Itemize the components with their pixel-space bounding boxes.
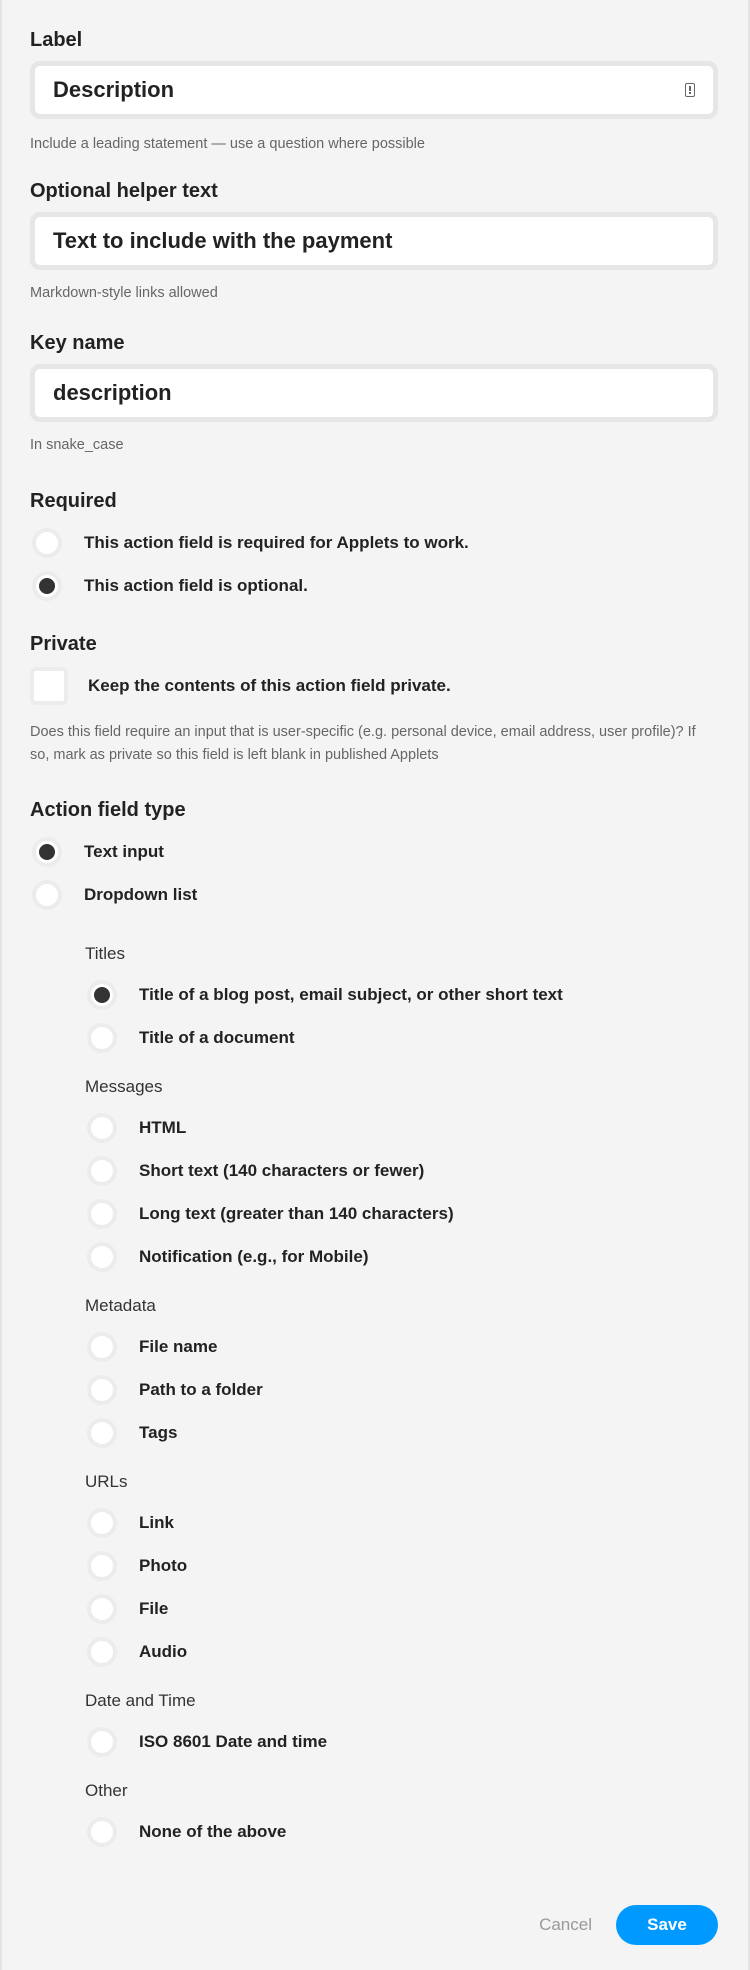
- group-titles: [85, 942, 718, 1059]
- optional-radio[interactable]: [32, 571, 62, 601]
- field-type-title: Action field type: [30, 799, 186, 821]
- text-type-label: File name: [139, 1336, 218, 1356]
- text-type-option[interactable]: [85, 1810, 718, 1853]
- text-type-radio[interactable]: [87, 1332, 117, 1362]
- text-type-label: Tags: [139, 1422, 178, 1442]
- cancel-button[interactable]: Cancel: [539, 1915, 592, 1934]
- required-option-required[interactable]: [30, 521, 718, 564]
- dropdown-list-radio[interactable]: [32, 880, 62, 910]
- helper-text-hint: Markdown-style links allowed: [30, 285, 218, 301]
- text-type-label: Path to a folder: [139, 1379, 263, 1399]
- helper-text-input[interactable]: [30, 212, 718, 270]
- required-option-optional[interactable]: [30, 564, 718, 607]
- text-type-option[interactable]: [85, 1325, 718, 1368]
- text-type-option[interactable]: [85, 973, 718, 1016]
- group-urls: [85, 1470, 718, 1673]
- label-hint: Include a leading statement — use a question where possible: [30, 136, 425, 152]
- save-button[interactable]: Save: [616, 1905, 718, 1945]
- label-input-value: Description: [53, 77, 175, 102]
- text-type-option[interactable]: [85, 1720, 718, 1763]
- text-type-radio[interactable]: [87, 980, 117, 1010]
- password-manager-icon[interactable]: [685, 83, 695, 97]
- text-type-option[interactable]: [85, 1587, 718, 1630]
- group-metadata: [85, 1294, 718, 1454]
- private-checkbox-label: Keep the contents of this action field private.: [88, 676, 451, 695]
- text-type-option[interactable]: [85, 1192, 718, 1235]
- group-title: Titles: [85, 944, 125, 963]
- form-footer: [539, 1905, 718, 1945]
- group-other: [85, 1779, 718, 1853]
- helper-text-title: Optional helper text: [30, 180, 218, 202]
- text-type-label: Title of a document: [139, 1027, 295, 1047]
- text-type-option[interactable]: [85, 1235, 718, 1278]
- text-type-radio[interactable]: [87, 1156, 117, 1186]
- text-type-radio[interactable]: [87, 1242, 117, 1272]
- private-checkbox-row[interactable]: [30, 661, 718, 711]
- group-title: URLs: [85, 1472, 128, 1491]
- text-type-option[interactable]: [85, 1544, 718, 1587]
- text-type-option[interactable]: [85, 1630, 718, 1673]
- key-name-section: [30, 330, 718, 457]
- group-title: Messages: [85, 1077, 163, 1096]
- text-type-radio[interactable]: [87, 1375, 117, 1405]
- label-title: Label: [30, 29, 83, 51]
- text-type-option[interactable]: [85, 1106, 718, 1149]
- private-title: Private: [30, 633, 97, 655]
- text-type-radio[interactable]: [87, 1113, 117, 1143]
- key-name-input[interactable]: [30, 364, 718, 422]
- text-input-radio[interactable]: [32, 837, 62, 867]
- text-type-label: Notification (e.g., for Mobile): [139, 1246, 369, 1266]
- text-type-option[interactable]: [85, 1016, 718, 1059]
- text-type-label: Photo: [139, 1555, 188, 1575]
- text-type-radio[interactable]: [87, 1594, 117, 1624]
- text-type-label: Link: [139, 1512, 174, 1532]
- label-section: [30, 0, 718, 156]
- required-section: [30, 488, 718, 607]
- field-type-dropdown-list[interactable]: [30, 873, 718, 916]
- group-title: Other: [85, 1781, 128, 1800]
- text-type-option[interactable]: [85, 1368, 718, 1411]
- dropdown-list-label: Dropdown list: [84, 884, 198, 904]
- key-name-hint: In snake_case: [30, 437, 124, 453]
- text-type-radio[interactable]: [87, 1508, 117, 1538]
- text-type-label: Long text (greater than 140 characters): [139, 1203, 454, 1223]
- text-type-label: Audio: [139, 1641, 188, 1661]
- text-input-label: Text input: [84, 841, 164, 861]
- text-type-radio[interactable]: [87, 1817, 117, 1847]
- required-radio[interactable]: [32, 528, 62, 558]
- text-type-options: [30, 942, 718, 1853]
- field-type-text-input[interactable]: [30, 830, 718, 873]
- text-type-radio[interactable]: [87, 1551, 117, 1581]
- group-title: Date and Time: [85, 1691, 196, 1710]
- key-name-input-value: description: [53, 380, 172, 405]
- required-option-label: This action field is required for Applets to work.: [84, 532, 469, 552]
- text-type-label: ISO 8601 Date and time: [139, 1731, 328, 1751]
- text-type-option[interactable]: [85, 1149, 718, 1192]
- text-type-label: None of the above: [139, 1821, 287, 1841]
- text-type-radio[interactable]: [87, 1418, 117, 1448]
- text-type-radio[interactable]: [87, 1727, 117, 1757]
- text-type-label: Short text (140 characters or fewer): [139, 1160, 425, 1180]
- group-date-and-time: [85, 1689, 718, 1763]
- group-title: Metadata: [85, 1296, 156, 1315]
- text-type-option[interactable]: [85, 1501, 718, 1544]
- field-type-section: [30, 797, 718, 916]
- optional-option-label: This action field is optional.: [84, 575, 308, 595]
- helper-text-section: [30, 178, 718, 305]
- private-checkbox[interactable]: [30, 667, 68, 705]
- key-name-title: Key name: [30, 332, 125, 354]
- text-type-option[interactable]: [85, 1411, 718, 1454]
- group-messages: [85, 1075, 718, 1278]
- text-type-radio[interactable]: [87, 1199, 117, 1229]
- private-section: [30, 631, 718, 767]
- required-title: Required: [30, 490, 117, 512]
- text-type-label: Title of a blog post, email subject, or other short text: [139, 984, 563, 1004]
- private-hint: Does this field require an input that is user-specific (e.g. personal device, email address, user profile)? If so, mark as private so this field is left blank in published Applets: [30, 724, 696, 763]
- text-type-radio[interactable]: [87, 1023, 117, 1053]
- helper-text-input-value: Text to include with the payment: [53, 228, 393, 253]
- label-input[interactable]: [30, 61, 718, 119]
- text-type-radio[interactable]: [87, 1637, 117, 1667]
- text-type-label: HTML: [139, 1117, 187, 1137]
- text-type-label: File: [139, 1598, 169, 1618]
